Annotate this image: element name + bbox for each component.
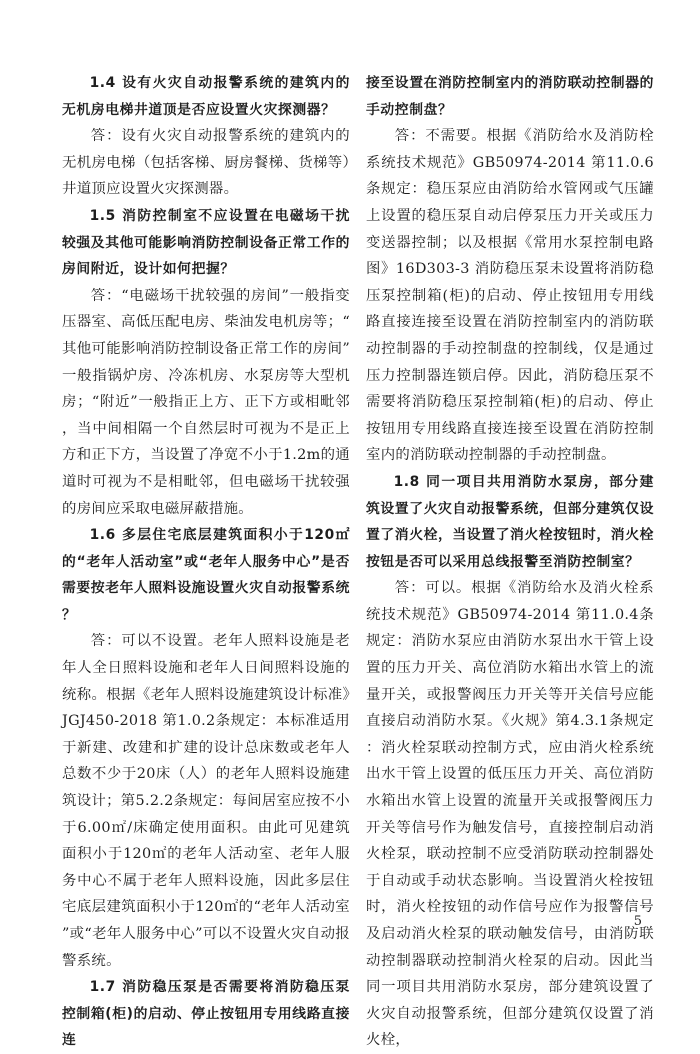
answer-1-5: 答：“电磁场干扰较强的房间”一般指变压器室、高低压配电房、柴油发电机房等；“其他可能影响消防控制设备正常工作的房间”一般指锅炉房、冷冻机房、水泵房等大型机房；“附近”一般指正上方、正下方或相毗邻，当中间相隔一个自然层时可视为不是正上方和正下方，当设置了净宽不小于1.2m的通道时可视为不是相毗邻，但电磁场干扰较强的房间应采取电磁屏蔽措施。 — [62, 287, 350, 517]
question-1-7: 1.7 消防稳压泵是否需要将消防稳压泵控制箱(柜)的启动、停止按钮用专用线路直接连 — [62, 979, 350, 1049]
question-1-8: 1.8 同一项目共用消防水泵房，部分建筑设置了火灾自动报警系统，但部分建筑仅设置了消火栓，当设置了消火栓按钮时，消火栓按钮是否可以采用总线报警至消防控制室？ — [366, 473, 654, 570]
question-1-6: 1.6 多层住宅底层建筑面积小于120㎡的“老年人活动室”或“老年人服务中心”是否需要按老年人照料设施设置火灾自动报警系统？ — [62, 527, 350, 623]
right-column — [366, 70, 654, 1054]
question-1-7-continued: 接至设置在消防控制室内的消防联动控制器的手动控制盘？ — [366, 75, 654, 118]
answer-1-4: 答：设有火灾自动报警系统的建筑内的无机房电梯（包括客梯、厨房餐梯、货梯等）井道顶应设置火灾探测器。 — [62, 128, 350, 198]
question-1-4: 1.4 设有火灾自动报警系统的建筑内的无机房电梯井道顶是否应设置火灾探测器？ — [62, 75, 350, 118]
question-1-5: 1.5 消防控制室不应设置在电磁场干扰较强及其他可能影响消防控制设备正常工作的房间附近，设计如何把握？ — [62, 207, 350, 278]
answer-1-6: 答：可以不设置。老年人照料设施是老年人全日照料设施和老年人日间照料设施的统称。根据《老年人照料设施建筑设计标准》JGJ450-2018 第1.0.2条规定：本标准适用于新建、改建和扩建的设计总床数或老年人总数不少于20床（人）的老年人照料设施建筑设计；第5.2.2条规定：每间居室应按不小于6.00㎡/床确定使用面积。由此可见建筑面积小于120㎡的老年人活动室、老年人服务中心不属于老年人照料设施，因此多层住宅底层建筑面积小于120㎡的“老年人活动室”或“老年人服务中心”可以不设置火灾自动报警系统。 — [62, 633, 350, 969]
answer-1-8: 答：可以。根据《消防给水及消火栓系统技术规范》GB50974-2014 第11.0.4条规定：消防水泵应由消防水泵出水干管上设置的压力开关、高位消防水箱出水管上的流量开关，或报警阀压力开关等开关信号应能直接启动消防水泵。《火规》第4.3.1条规定：消火栓泵联动控制方式，应由消火栓系统出水干管上设置的低压压力开关、高位消防水箱出水管上设置的流量开关或报警阀压力开关等信号作为触发信号，直接控制启动消火栓泵，联动控制不应受消防联动控制器处于自动或手动状态影响。当设置消火栓按钮时，消火栓按钮的动作信号应作为报警信号及启动消火栓泵的联动触发信号，由消防联动控制器联动控制消火栓泵的启动。因此当同一项目共用消防水泵房，部分建筑设置了火灾自动报警系统，但部分建筑仅设置了消火栓， — [366, 580, 654, 1049]
page-number: 5 — [633, 914, 642, 929]
left-column — [62, 70, 350, 1054]
answer-1-7: 答：不需要。根据《消防给水及消防栓系统技术规范》GB50974-2014 第11.0.6条规定：稳压泵应由消防给水管网或气压罐上设置的稳压泵自动启停泵压力开关或压力变送器控制；以及根据《常用水泵控制电路图》16D303-3 消防稳压泵未设置将消防稳压泵控制箱(柜)的启动、停止按钮用专用线路直接连接至设置在消防控制室内的消防联动控制器的手动控制盘的控制线，仅是通过压力控制器连锁启停。因此，消防稳压泵不需要将消防稳压泵控制箱(柜)的启动、停止按钮用专用线路直接连接至设置在消防控制室内的消防联动控制器的手动控制盘。 — [366, 128, 654, 464]
